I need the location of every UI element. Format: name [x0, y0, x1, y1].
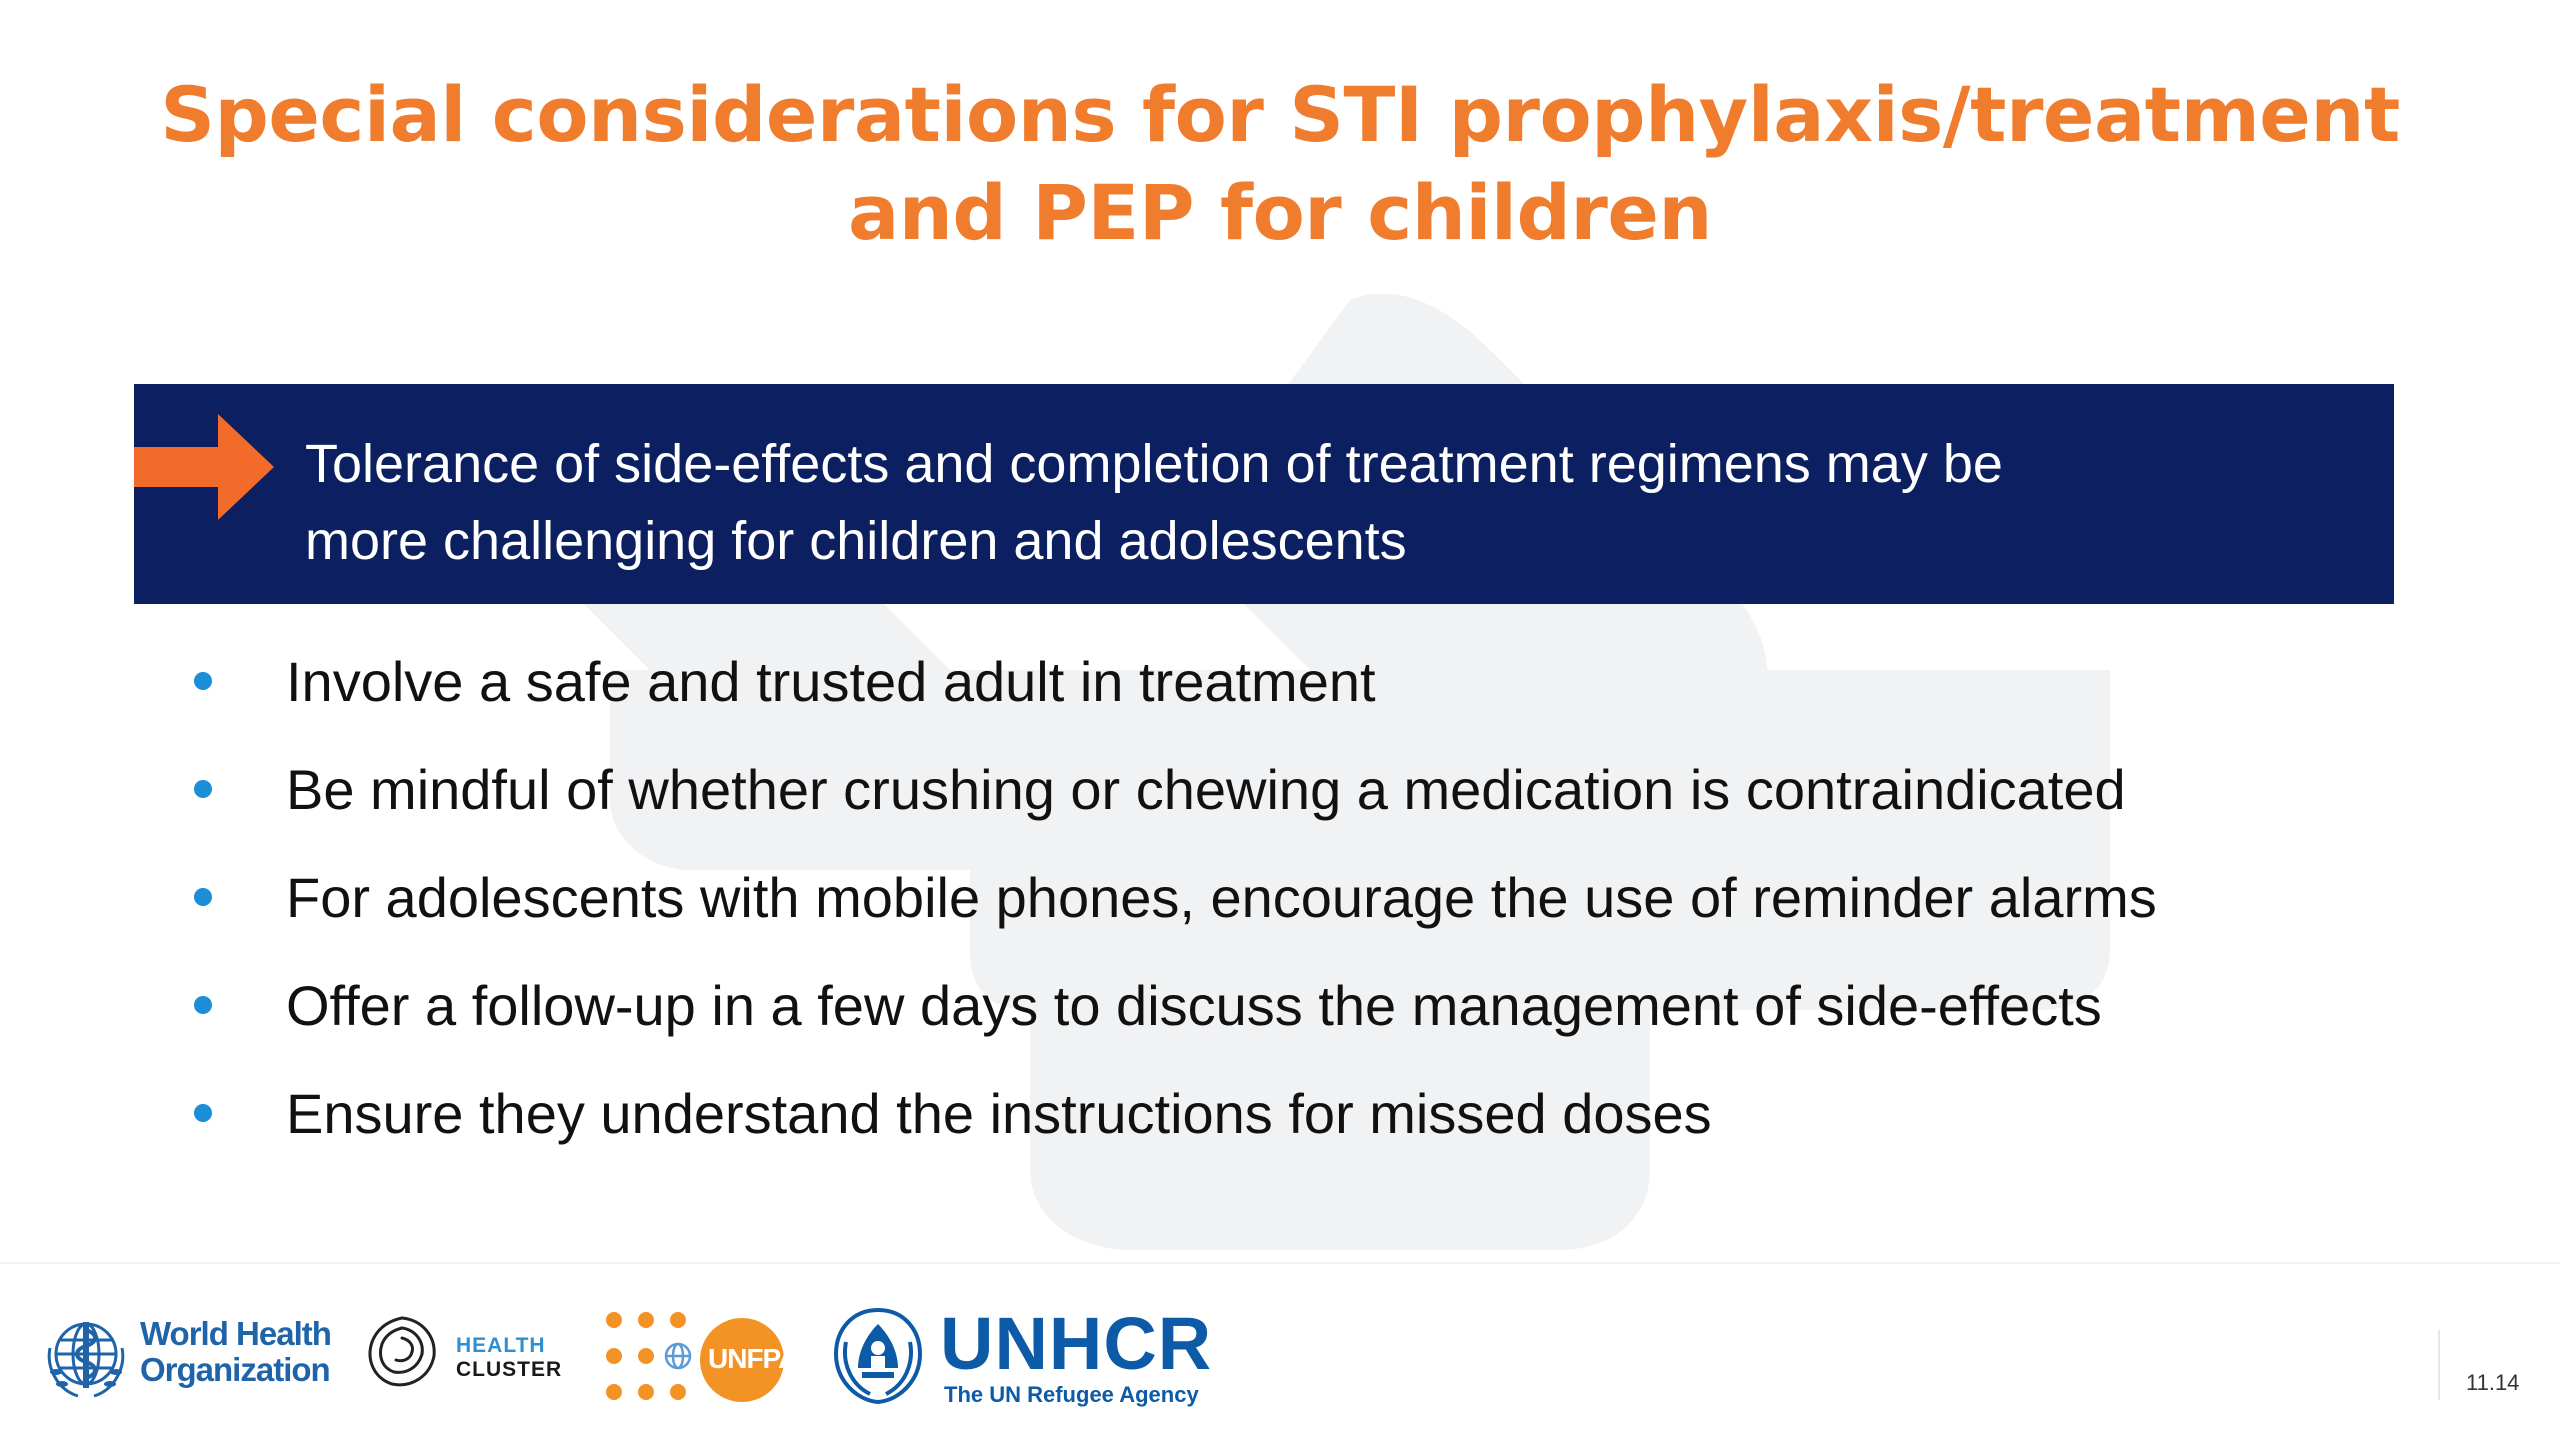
unhcr-logo: [828, 1302, 1213, 1414]
bullet-text: Offer a follow-up in a few days to discuss the management of side-effects: [286, 974, 2102, 1037]
banner-text: [305, 426, 2355, 580]
arrow-right-icon: [134, 414, 274, 520]
bullet-dot-icon: [194, 780, 212, 798]
unfpa-name: UNFPA: [708, 1343, 798, 1374]
bullet-dot-icon: [194, 672, 212, 690]
key-message-banner: [134, 384, 2394, 604]
health-cluster-logo: [362, 1308, 562, 1408]
who-name-line-1: World Health: [140, 1315, 331, 1352]
bullet-dot-icon: [194, 888, 212, 906]
list-item: [180, 740, 2430, 848]
bullet-list: [180, 632, 2430, 1172]
health-cluster-name: [456, 1334, 562, 1382]
who-name-line-2: Organization: [140, 1351, 330, 1388]
unfpa-dots-icon: [604, 1308, 714, 1408]
unhcr-name: UNHCR: [940, 1302, 1213, 1385]
title-line-1: Special considerations for STI prophylaxis/treatment: [160, 70, 2400, 159]
bullet-text: Involve a safe and trusted adult in treatment: [286, 650, 1376, 713]
footer-logos: [0, 1264, 2560, 1440]
bullet-text: For adolescents with mobile phones, encourage the use of reminder alarms: [286, 866, 2157, 929]
health-cluster-line-2: CLUSTER: [456, 1358, 563, 1381]
unhcr-tagline: The UN Refugee Agency: [944, 1382, 1199, 1407]
who-name: [140, 1316, 331, 1388]
bullet-text: Ensure they understand the instructions for missed doses: [286, 1082, 1712, 1145]
list-item: [180, 956, 2430, 1064]
health-cluster-swirl-icon: [362, 1312, 442, 1392]
bullet-dot-icon: [194, 1104, 212, 1122]
title-line-2: and PEP for children: [847, 168, 1713, 257]
bullet-text: Be mindful of whether crushing or chewing a medication is contraindicated: [286, 758, 2126, 821]
page-number-divider: [2438, 1330, 2440, 1400]
banner-line-2: more challenging for children and adolescents: [305, 511, 1407, 571]
list-item: [180, 1064, 2430, 1172]
unhcr-emblem-icon: [828, 1304, 928, 1408]
slide-title: [120, 66, 2440, 262]
banner-line-1: Tolerance of side-effects and completion of treatment regimens may be: [305, 434, 2003, 494]
page-number: 11.14: [2466, 1370, 2520, 1395]
health-cluster-line-1: HEALTH: [456, 1334, 546, 1357]
list-item: [180, 632, 2430, 740]
bullet-dot-icon: [194, 996, 212, 1014]
list-item: [180, 848, 2430, 956]
who-logo: [36, 1308, 336, 1408]
unfpa-logo: [604, 1308, 798, 1408]
who-emblem-icon: [36, 1308, 136, 1408]
